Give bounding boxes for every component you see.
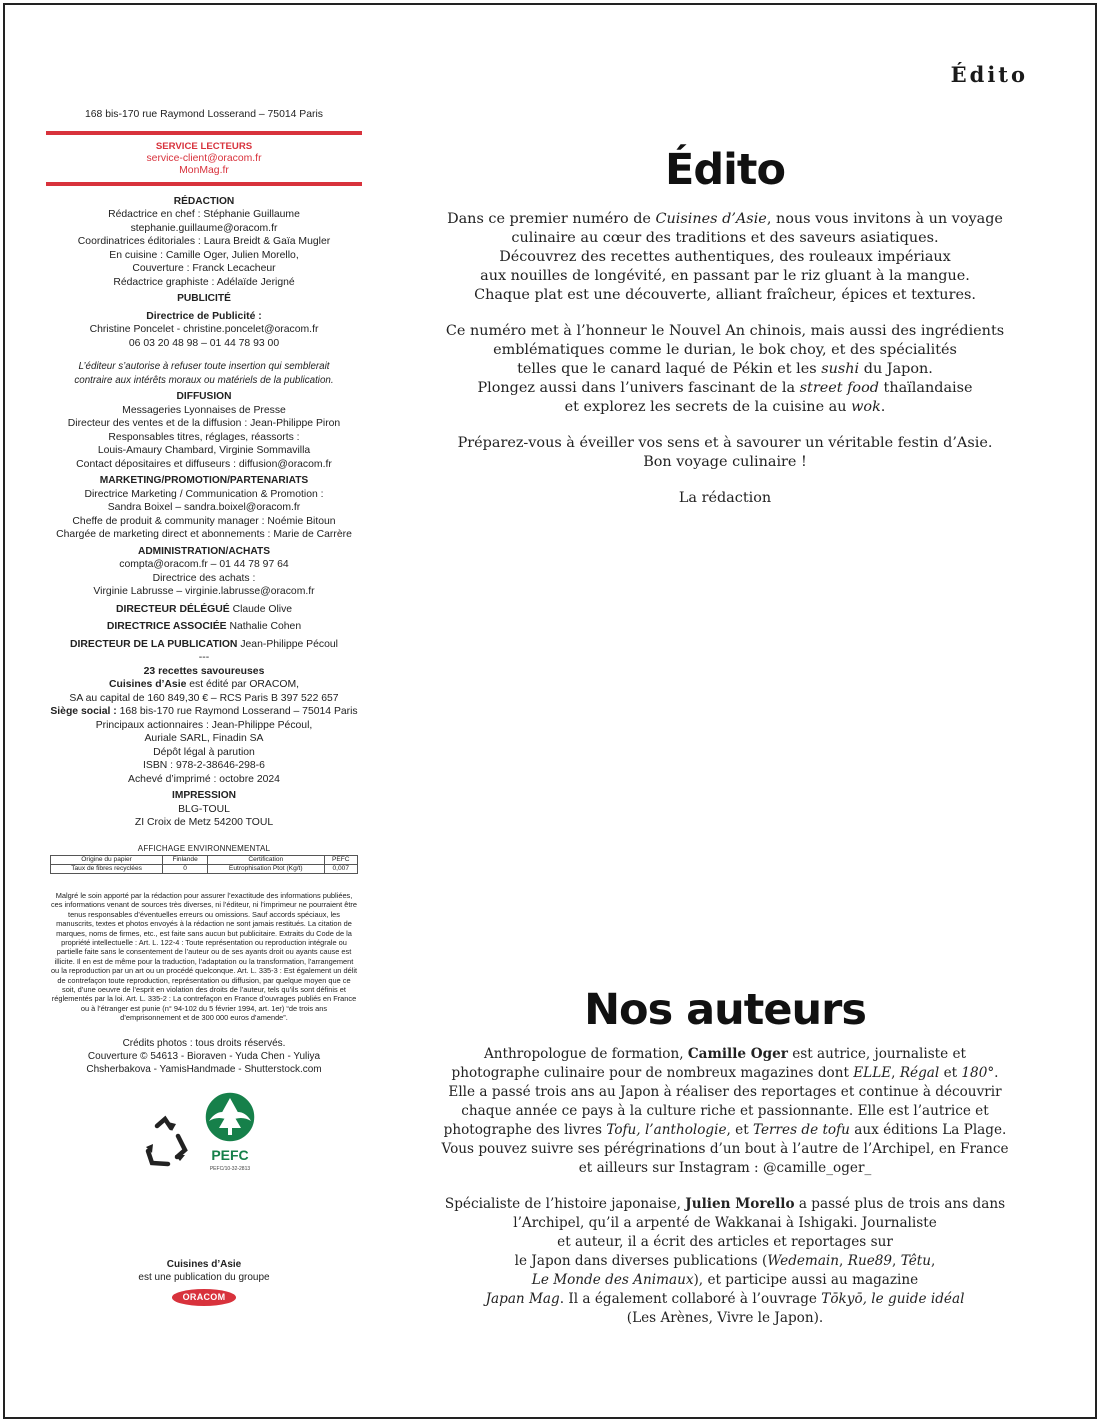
edito-line: Chaque plat est une découverte, alliant fraîcheur, épices et textures. (474, 287, 976, 303)
actionnaires-line: Auriale SARL, Finadin SA (144, 733, 264, 744)
edito-line: Découvrez des recettes authentiques, des rouleaux impériaux (499, 249, 951, 265)
text-run: et explorez les secrets de la cuisine au (564, 399, 852, 415)
publicite-sub: Directrice de Publicité : (146, 310, 262, 322)
bio-line: Elle a passé trois ans au Japon à réaliser des reportages et continue à découvrir (448, 1084, 1002, 1100)
diffusion-line: Messageries Lyonnaises de Presse (122, 404, 286, 416)
text-run: , et (726, 1122, 753, 1138)
role-label: DIRECTEUR DE LA PUBLICATION (70, 638, 238, 650)
role-name: Jean-Philippe Pécoul (240, 638, 338, 650)
table-row (51, 856, 358, 865)
administration-line: Virginie Labrusse – virginie.labrusse@oracom.fr (93, 586, 315, 597)
edito-signature: La rédaction (678, 490, 772, 506)
text-run: Anthropologue de formation, (483, 1046, 688, 1062)
eco-logos (50, 1090, 358, 1184)
directrice-associee (50, 620, 358, 634)
actionnaires-line: Principaux actionnaires : Jean-Philippe Pécoul, (95, 719, 313, 731)
edito-section (440, 140, 1010, 508)
bio-line (440, 1195, 1010, 1214)
bio-line (440, 1064, 1010, 1083)
text-run: , (892, 1253, 901, 1269)
magazine-name: Cuisines d’Asie (109, 679, 187, 690)
text-run: Plongez aussi dans l’univers fascinant de la (477, 380, 800, 396)
marketing-line: Directrice Marketing / Communication & Promotion : (84, 488, 324, 500)
text-run: le Japon dans diverses publications ( (514, 1253, 768, 1269)
redaction-line: Coordinatrices éditoriales : Laura Breidt & Gaïa Mugler (77, 236, 331, 247)
table-row (51, 865, 358, 874)
book-title: Tofu, l’anthologie (606, 1122, 727, 1138)
text-run: du Japon. (859, 361, 933, 377)
edito-line: emblématiques comme le durian, le bok choy, et des spécialités (493, 342, 957, 358)
publication-name: Le Monde des Animaux (531, 1272, 694, 1288)
siege-label: Siège social : (50, 706, 117, 717)
siege-value: 168 bis-170 rue Raymond Losserand – 75014 Paris (116, 706, 358, 717)
directeur-delegue (50, 603, 358, 617)
bio-line: et auteur, il a écrit des articles et reportages sur (557, 1234, 893, 1250)
publication-line: est une publication du groupe (138, 1271, 270, 1283)
text-run: et (939, 1065, 962, 1081)
bio-line (440, 1045, 1010, 1064)
text-run: Spécialiste de l’histoire japonaise, (444, 1196, 686, 1212)
bio-line: Vous pouvez suivre ses pérégrinations d’un bout à l’autre de l’Archipel, en France (441, 1141, 1009, 1157)
publication-name: Rue89 (847, 1253, 893, 1269)
publication-title: Cuisines d’Asie (166, 1258, 242, 1270)
authors-title: Nos auteurs (584, 985, 866, 1035)
bio-line (440, 1252, 1010, 1271)
publication-name: Wedemain (767, 1253, 840, 1269)
table-cell: PEFC (324, 856, 357, 865)
text-run: telles que le canard laqué de Pékin et les (517, 361, 822, 377)
oracom-logo: ORACOM (172, 1289, 237, 1306)
impression-line: ZI Croix de Metz 54200 TOUL (134, 817, 274, 828)
text-run: , nous vous invitons à un voyage (766, 211, 1003, 227)
credits-line: Chsherbakova - YamisHandmade - Shutterstock.com (86, 1063, 322, 1075)
edito-line (440, 398, 1010, 417)
author-name: Camille Oger (687, 1046, 788, 1062)
text-run: photographe culinaire pour de nombreux magazines dont (451, 1065, 854, 1081)
publicite-heading: PUBLICITÉ (177, 293, 231, 304)
service-email[interactable]: service-client@oracom.fr (146, 152, 262, 164)
siege-line (50, 705, 358, 719)
text-run: . (994, 1065, 999, 1081)
role-label: DIRECTEUR DÉLÉGUÉ (115, 603, 230, 615)
credits-line: Crédits photos : tous droits réservés. (122, 1037, 286, 1049)
magazine-name: 180° (961, 1065, 995, 1081)
marketing-line: Chargée de marketing direct et abonnements : Marie de Carrère (56, 529, 352, 540)
edito-line (440, 379, 1010, 398)
redaction-line: Couverture : Franck Lecacheur (132, 263, 276, 274)
environment-title: AFFICHAGE ENVIRONNEMENTAL (137, 843, 271, 853)
edito-line (440, 360, 1010, 379)
publication-name: Têtu (900, 1253, 931, 1269)
role-label: DIRECTRICE ASSOCIÉE (106, 621, 227, 632)
author-bio-julien (440, 1195, 1010, 1328)
edito-line: culinaire au cœur des traditions et des saveurs asiatiques. (511, 230, 939, 246)
text-run: ), et participe aussi au magazine (693, 1272, 919, 1288)
table-cell: 0,007 (324, 865, 357, 874)
diffusion-line: Contact dépositaires et diffuseurs : diffusion@oracom.fr (76, 458, 332, 470)
capital-line: SA au capital de 160 849,30 € – RCS Paris B 397 522 657 (69, 692, 339, 704)
text-run: thaïlandaise (878, 380, 973, 396)
edition-line (50, 678, 358, 692)
table-cell: Certification (208, 856, 325, 865)
administration-line: compta@oracom.fr – 01 44 78 97 64 (119, 559, 289, 570)
magazine-name: ELLE (853, 1065, 892, 1081)
edito-line (440, 210, 1010, 229)
edition-rest: est édité par ORACOM, (186, 679, 299, 690)
edito-line: Ce numéro met à l’honneur le Nouvel An chinois, mais aussi des ingrédients (445, 323, 1005, 339)
text-run: , (839, 1253, 848, 1269)
table-cell: Taux de fibres recyclées (51, 865, 163, 874)
text-run: aux éditions La Plage. (849, 1122, 1007, 1138)
marketing-line: Sandra Boixel – sandra.boixel@oracom.fr (107, 502, 301, 513)
text-run: Dans ce premier numéro de (447, 211, 656, 227)
publicite-line: 06 03 20 48 98 – 01 44 78 93 00 (128, 337, 280, 349)
text-run-italic: sushi (821, 361, 860, 377)
diffusion-line: Responsables titres, réglages, réassorts : (108, 431, 300, 443)
recycling-icon (138, 1114, 194, 1170)
redaction-line: stephanie.guillaume@oracom.fr (130, 222, 278, 234)
bio-line: et ailleurs sur Instagram : @camille_oger_ (578, 1160, 872, 1176)
redaction-heading: RÉDACTION (173, 195, 235, 207)
edito-paragraph-1 (440, 210, 1010, 305)
impression-line: BLG-TOUL (178, 803, 230, 815)
redaction-line: Rédactrice graphiste : Adélaïde Jerigné (113, 276, 295, 288)
bio-line: chaque année ce pays à la culture riche et passionnante. Elle est l’autrice et (461, 1103, 989, 1119)
service-lecteurs (50, 135, 358, 182)
diffusion-line: Louis-Amaury Chambard, Virginie Sommavilla (97, 445, 311, 456)
table-cell: Eutrophisation Ptot (Kg/t) (208, 865, 325, 874)
bio-line: l’Archipel, qu’il a arpenté de Wakkanai à Ishigaki. Journaliste (513, 1215, 937, 1231)
redaction-line: Rédactrice en chef : Stéphanie Guillaume (108, 209, 300, 220)
redaction-line: En cuisine : Camille Oger, Julien Morello, (109, 249, 299, 261)
text-run: photographe des livres (443, 1122, 607, 1138)
magazine-name: Cuisines d’Asie (655, 211, 767, 227)
disclaimer-line: L’éditeur s’autorise à refuser toute insertion qui semblerait (78, 361, 330, 372)
diffusion-line: Directeur des ventes et de la diffusion : Jean-Philippe Piron (67, 418, 341, 429)
credits-line: Couverture © 54613 - Bioraven - Yuda Chen - Yuliya (87, 1050, 321, 1062)
marketing-line: Cheffe de produit & community manager : Noémie Bitoun (72, 515, 336, 527)
pefc-label: PEFC (211, 1146, 249, 1163)
text-run: a passé plus de trois ans dans (794, 1196, 1006, 1212)
magazine-name: Régal (899, 1065, 940, 1081)
service-title: SERVICE LECTEURS (155, 140, 253, 152)
table-cell: Origine du papier (51, 856, 163, 865)
masthead-address: 168 bis-170 rue Raymond Losserand – 75014 Paris (85, 109, 323, 120)
book-title: Tōkyō, le guide idéal (821, 1291, 965, 1307)
text-run-italic: street food (799, 380, 879, 396)
text-run-italic: wok (851, 399, 881, 415)
bio-line (440, 1290, 1010, 1309)
depot-legal: Dépôt légal à parution (153, 746, 255, 758)
separator: --- (198, 652, 210, 663)
edito-line: Bon voyage culinaire ! (643, 454, 807, 470)
bio-line: (Les Arènes, Vivre le Japon). (626, 1310, 824, 1326)
publication-block (50, 1258, 358, 1306)
red-rule-bottom (46, 182, 362, 186)
table-cell: Finlande (163, 856, 208, 865)
recettes-count: 23 recettes savoureuses (143, 665, 265, 677)
impression-heading: IMPRESSION (172, 790, 236, 801)
acheve-imprime: Achevé d’imprimé : octobre 2024 (128, 773, 280, 785)
administration-heading: ADMINISTRATION/ACHATS (137, 545, 271, 557)
environment-table (50, 855, 358, 874)
table-cell: 0 (163, 865, 208, 874)
edito-line: aux nouilles de longévité, en passant par le riz gluant à la mangue. (480, 268, 970, 284)
text-run: , (930, 1253, 936, 1269)
disclaimer-line: contraire aux intérêts moraux ou matériels de la publication. (74, 374, 334, 386)
text-run: , (891, 1065, 900, 1081)
book-title: Terres de tofu (753, 1122, 850, 1138)
publicite-disclaimer (50, 360, 358, 387)
text-run: est autrice, journaliste et (787, 1046, 967, 1062)
environment-table-block (50, 842, 358, 875)
bio-line (440, 1271, 1010, 1290)
role-name: Claude Olive (232, 603, 293, 615)
author-bio-camille (440, 1045, 1010, 1178)
running-head: Édito (950, 62, 1028, 87)
author-name: Julien Morello (685, 1196, 795, 1212)
marketing-heading: MARKETING/PROMOTION/PARTENARIATS (99, 475, 309, 486)
pefc-logo-icon (200, 1090, 260, 1176)
masthead (50, 108, 358, 1306)
isbn: ISBN : 978-2-38646-298-6 (143, 760, 265, 771)
role-name: Nathalie Cohen (229, 621, 302, 632)
photo-credits (50, 1037, 358, 1076)
text-run: . (880, 399, 886, 415)
edito-title: Édito (665, 145, 785, 195)
publicite-line: Christine Poncelet - christine.poncelet@oracom.fr (89, 324, 319, 335)
directeur-publication (50, 638, 358, 652)
text-run: . Il a également collaboré à l’ouvrage (559, 1291, 822, 1307)
administration-line: Directrice des achats : (152, 572, 256, 584)
edito-paragraph-2 (440, 322, 1010, 417)
diffusion-heading: DIFFUSION (176, 391, 232, 402)
edito-paragraph-3 (440, 434, 1010, 472)
edito-line: Préparez-vous à éveiller vos sens et à savourer un véritable festin d’Asie. (457, 435, 993, 451)
legal-notice: Malgré le soin apporté par la rédaction pour assurer l’exactitude des informations publiées, ces informations venant de sources très diverses, ni l’éditeur, ni l’imprimeur ne pourraient être tenus responsables d’éventuelles erreurs ou omissions. Sauf accords spéciaux, les manuscrits, textes et photos envoyés à la rédaction ne sont jamais restitués. La citation de marques, noms de firmes, etc., est faite sans aucun but publicitaire. Extraits du Code de la propriété intellectuelle : Art. L. 122-4 : Toute représentation ou reproduction intégrale ou partielle faite sans le consentement de l’auteur ou de ses ayants droit ou ayants cause est illicite. Il en est de même pour la traduction, l’adaptation ou la transformation, l’arrangement ou la reproduction par un art ou un procédé quelconque. Art. L. 335-3 : Est également un délit de contrefaçon toute reproduction, représentation ou diffusion, par quelque moyen que ce soit, d’une oeuvre de l’esprit en violation des droits de l’auteur, tels qu’ils sont définis et réglementés par la loi. Art. L. 335-2 : La contrefaçon en France d’ouvrages publiés en France ou à l’étranger est punie (n° 94-102 du 5 février 1994, art. 1er) “de trois ans d’emprisonnement et de 300 000 euros d’amende”. (50, 891, 358, 1023)
publication-name: Japan Mag (485, 1291, 560, 1307)
pefc-code: PEFC/10-32-2813 (209, 1165, 251, 1172)
service-site[interactable]: MonMag.fr (179, 164, 229, 176)
authors-section (440, 985, 1010, 1345)
bio-line (440, 1121, 1010, 1140)
